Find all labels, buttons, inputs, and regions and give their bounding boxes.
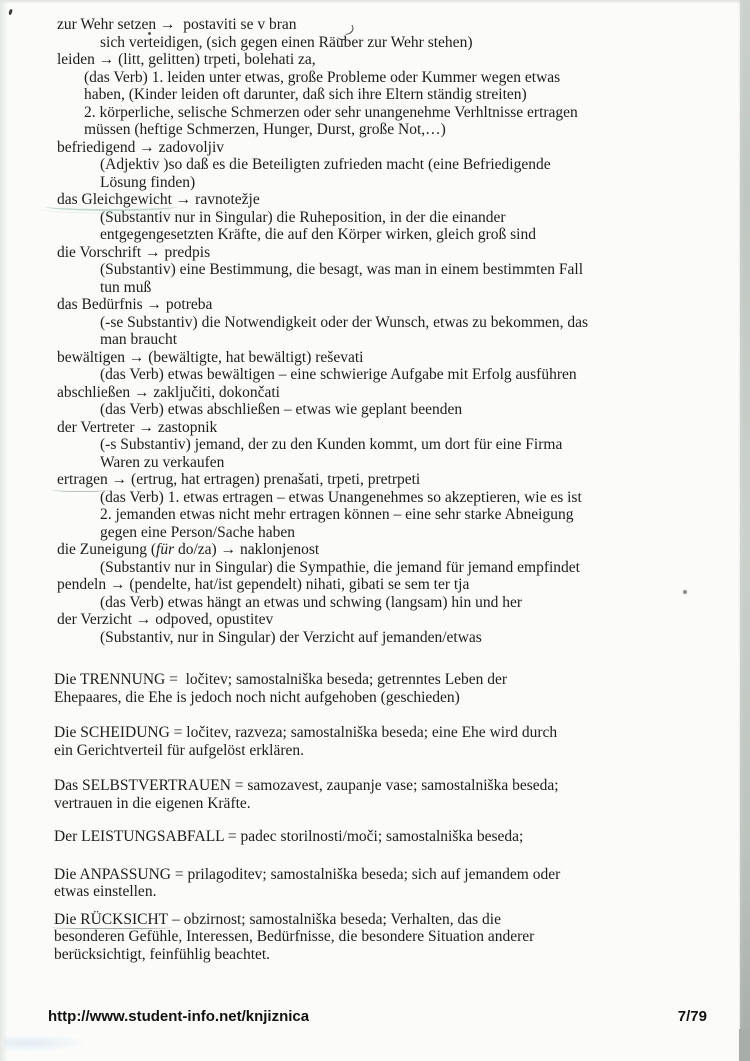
footer-url: http://www.student-info.net/knjiznica [48, 1008, 310, 1025]
scan-smudge [4, 1034, 90, 1052]
text-line: (das Verb) etwas abschließen – etwas wie geplant beenden [100, 401, 463, 418]
text-line: (Substantiv nur in Singular) die Sympathie, die jemand für jemand empfindet [100, 558, 580, 576]
text-line: das Gleichgewicht → ravnotežje [57, 191, 260, 208]
text-line: berücksichtigt, feinfühlig beachtet. [54, 945, 271, 963]
page-footer [48, 1008, 707, 1025]
page-content [54, 16, 730, 963]
scan-speck [8, 9, 12, 16]
text-line: (Substantiv nur in Singular) die Ruheposition, in der die einander [100, 208, 506, 226]
scan-corner-bottom-right [739, 1029, 750, 1061]
pencil-underlined-text: Die RÜCKSICHT [54, 910, 169, 928]
text-line: (das Verb) etwas bewältigen – eine schwierige Aufgabe mit Erfolg ausführen [100, 366, 577, 383]
text-line: ein Gerichtverteil für aufgelöst erklären. [54, 741, 305, 759]
vocabulary-list [57, 16, 730, 646]
scan-edge-right-shade [740, 0, 750, 1061]
text-line: das Bedürfnis → potreba [57, 296, 213, 313]
text-line: Die ANPASSUNG = prilagoditev; samostalniška beseda; sich auf jemandem oder [54, 865, 561, 883]
text-line: (Substantiv, nur in Singular) der Verzicht auf jemanden/etwas [100, 628, 482, 646]
text-line: (das Verb) 1. leiden unter etwas, große Probleme oder Kummer wegen etwas [84, 68, 561, 86]
text-line: (Adjektiv )so daß es die Beteiligten zufrieden macht (eine Befriedigende [100, 156, 551, 173]
footer-page-number: 7/79 [677, 1008, 707, 1025]
text-line: die Zuneigung (für do/za) → naklonjenost [57, 541, 320, 558]
text-line: abschließen → zaključiti, dokončati [57, 383, 280, 401]
text-line: gegen eine Person/Sache haben [100, 523, 295, 541]
text-line: (-s Substantiv) jemand, der zu den Kunden kommt, um dort für eine Firma [100, 436, 563, 453]
text-line: zur Wehr setzen → postaviti se v bran [57, 16, 297, 33]
pencil-underlined-text: ertragen [57, 471, 108, 488]
text-line: leiden → (litt, gelitten) trpeti, bolehati za, [57, 51, 316, 68]
text-line: der Vertreter → zastopnik [57, 418, 218, 436]
definition-paragraph [54, 671, 730, 706]
text-line: Die RÜCKSICHT – obzirnost; samostalniška beseda; Verhalten, das die [54, 910, 501, 928]
text-line: tun muß [100, 278, 152, 296]
scan-edge-left [0, 0, 8, 1061]
text-line: Das SELBSTVERTRAUEN = samozavest, zaupanje vase; samostalniška beseda; [54, 777, 559, 794]
text-line: Lösung finden) [100, 173, 196, 191]
text-line: Der LEISTUNGSABFALL = padec storilnosti/moči; samostalniška beseda; [54, 828, 524, 845]
text-line: (das Verb) 1. etwas ertragen – etwas Unangenehmes so akzeptieren, wie es ist [100, 488, 582, 506]
text-line: etwas einstellen. [54, 883, 157, 900]
text-line: Die SCHEIDUNG = ločitev, razveza; samostalniška beseda; eine Ehe wird durch [54, 724, 558, 741]
text-line: vertrauen in die eigenen Kräfte. [54, 794, 251, 812]
text-line: (-se Substantiv) die Notwendigkeit oder der Wunsch, etwas zu bekommen, das [100, 313, 589, 331]
text-line: besonderen Gefühle, Interessen, Bedürfnisse, die besondere Situation anderer [54, 928, 535, 945]
text-line: entgegengesetzten Kräfte, die auf den Körper wirken, gleich groß sind [100, 226, 536, 243]
text-line: man braucht [100, 331, 178, 348]
text-line: Die TRENNUNG = ločitev; samostalniška beseda; getrenntes Leben der [54, 671, 508, 688]
definition-paragraph [54, 911, 730, 964]
definition-paragraphs [54, 671, 730, 963]
definition-paragraph [54, 777, 730, 812]
scan-edge-top [0, 0, 750, 4]
text-line: müssen (heftige Schmerzen, Hunger, Durst, große Not,…) [84, 121, 446, 138]
text-line: befriedigend → zadovoljiv [57, 138, 225, 156]
text-line: bewältigen → (bewältigte, hat bewältigt) reševati [57, 348, 364, 366]
definition-paragraph [54, 828, 730, 846]
text-line: der Verzicht → odpoved, opustitev [57, 611, 274, 628]
text-line: die Vorschrift → predpis [57, 243, 211, 261]
text-line: (Substantiv) eine Bestimmung, die besagt, was man in einem bestimmten Fall [100, 261, 584, 278]
text-line: pendeln → (pendelte, hat/ist gependelt) nihati, gibati se sem ter tja [57, 576, 470, 593]
pencil-underlined-text: das Gleichgewicht [57, 191, 172, 208]
text-line: Waren zu verkaufen [100, 453, 225, 471]
definition-paragraph [54, 866, 730, 901]
text-line: ertragen → (ertrug, hat ertragen) prenašati, trpeti, pretrpeti [57, 471, 421, 488]
text-line: 2. jemanden etwas nicht mehr ertragen können – eine sehr starke Abneigung [100, 506, 574, 523]
text-line: (das Verb) etwas hängt an etwas und schwing (langsam) hin und her [100, 593, 522, 611]
text-line: 2. körperliche, selische Schmerzen oder sehr unangenehme Verhltnisse ertragen [84, 103, 578, 121]
text-line: Ehepaares, die Ehe is jedoch noch nicht aufgehoben (geschieden) [54, 688, 460, 706]
text-line: haben, (Kinder leiden oft darunter, daß sich ihre Eltern ständig streiten) [84, 86, 527, 103]
text-line: sich verteidigen, (sich gegen einen Räuber zur Wehr stehen) [100, 33, 473, 51]
definition-paragraph [54, 724, 730, 759]
